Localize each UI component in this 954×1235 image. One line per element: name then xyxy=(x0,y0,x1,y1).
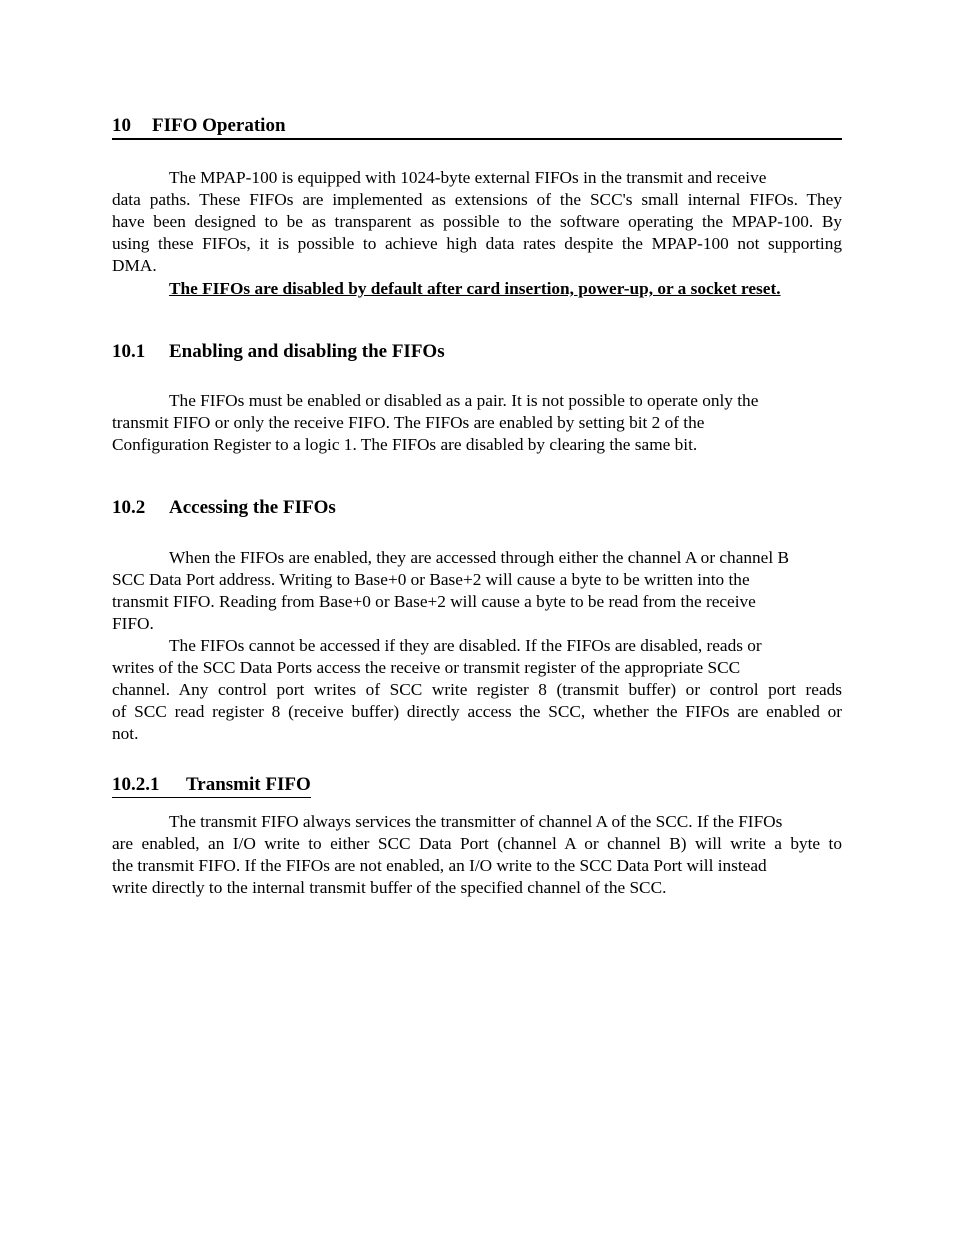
heading-title: Enabling and disabling the FIFOs xyxy=(169,341,445,362)
text-line: channel. Any control port writes of SCC write register 8 (transmit buffer) or control port reads xyxy=(112,680,842,699)
text-line: The FIFOs must be enabled or disabled as a pair. It is not possible to operate only the xyxy=(169,391,759,410)
heading-section-10-2 xyxy=(112,496,336,520)
text-line: DMA. xyxy=(112,256,157,275)
heading-title: Transmit FIFO xyxy=(186,774,311,795)
section-10-2-paragraph-1 xyxy=(112,547,842,635)
text-line: writes of the SCC Data Ports access the receive or transmit register of the appropriate SCC xyxy=(112,658,741,677)
heading-number: 10.1 xyxy=(112,341,146,362)
text-line: SCC Data Port address. Writing to Base+0 or Base+2 will cause a byte to be written into the xyxy=(112,570,750,589)
heading-section-10-1 xyxy=(112,340,445,364)
heading-section-10-2-1 xyxy=(112,773,311,798)
text-line: are enabled, an I/O write to either SCC Data Port (channel A or channel B) will write a byte to xyxy=(112,834,842,853)
text-line: the transmit FIFO. If the FIFOs are not enabled, an I/O write to the SCC Data Port will instead xyxy=(112,856,767,875)
section-10-1-paragraph xyxy=(112,390,842,456)
text-line: data paths. These FIFOs are implemented as extensions of the SCC's small internal FIFOs. They xyxy=(112,190,842,209)
heading-title: FIFO Operation xyxy=(152,115,286,136)
text-line: transmit FIFO. Reading from Base+0 or Base+2 will cause a byte to be read from the receive xyxy=(112,592,756,611)
text-line: Configuration Register to a logic 1. The FIFOs are disabled by clearing the same bit. xyxy=(112,435,698,454)
section-10-paragraph xyxy=(112,167,842,277)
heading-number: 10.2 xyxy=(112,497,146,518)
heading-section-10 xyxy=(112,114,842,140)
text-line: When the FIFOs are enabled, they are accessed through either the channel A or channel B xyxy=(169,548,789,567)
text-line: have been designed to be as transparent as possible to the software operating the MPAP-100. By xyxy=(112,212,842,231)
heading-title: Accessing the FIFOs xyxy=(169,497,336,518)
text-line: write directly to the internal transmit buffer of the specified channel of the SCC. xyxy=(112,878,667,897)
section-10-2-1-paragraph xyxy=(112,811,842,899)
text-line: The FIFOs cannot be accessed if they are disabled. If the FIFOs are disabled, reads or xyxy=(169,636,762,655)
text-line: not. xyxy=(112,724,139,743)
heading-number: 10 xyxy=(112,115,131,136)
fifo-default-warning: The FIFOs are disabled by default after card insertion, power-up, or a socket reset. xyxy=(169,279,781,298)
text-line: using these FIFOs, it is possible to achieve high data rates despite the MPAP-100 not supporting xyxy=(112,234,842,253)
heading-number: 10.2.1 xyxy=(112,774,160,795)
section-10-2-paragraph-2 xyxy=(112,635,842,745)
text-line: of SCC read register 8 (receive buffer) directly access the SCC, whether the FIFOs are enabled or xyxy=(112,702,842,721)
text-line: FIFO. xyxy=(112,614,154,633)
text-line: transmit FIFO or only the receive FIFO. The FIFOs are enabled by setting bit 2 of the xyxy=(112,413,705,432)
text-line: The transmit FIFO always services the transmitter of channel A of the SCC. If the FIFOs xyxy=(169,812,783,831)
text-line: The MPAP-100 is equipped with 1024-byte external FIFOs in the transmit and receive xyxy=(169,168,767,187)
